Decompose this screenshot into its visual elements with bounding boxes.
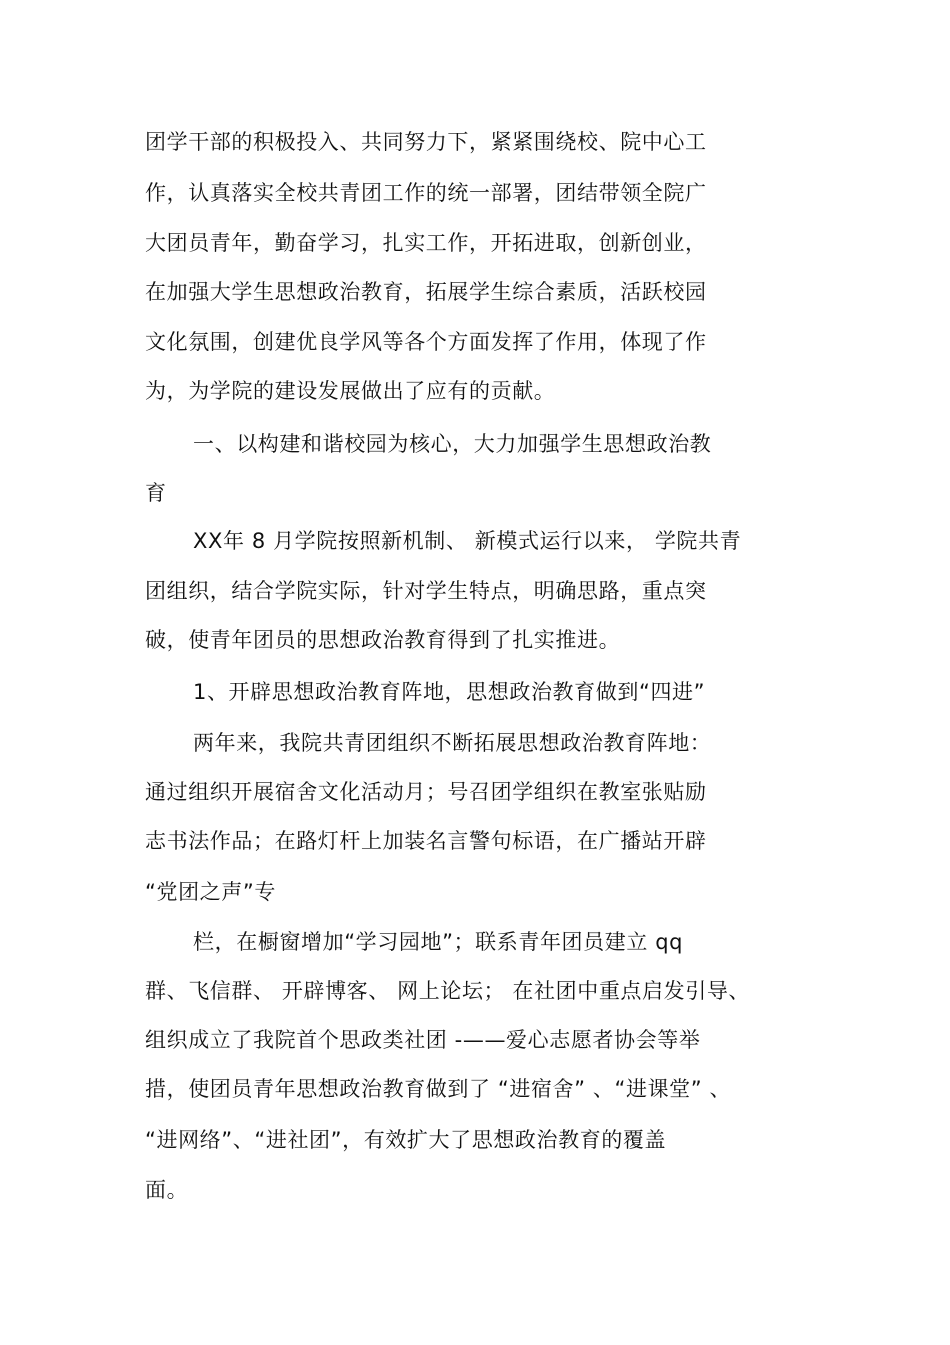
text-line: 群、飞信群、 开辟博客、 网上论坛； 在社团中重点启发引导、: [145, 979, 751, 1003]
text-line: “进网络”、“进社团”，有效扩大了思想政治教育的覆盖: [145, 1128, 667, 1152]
text-line: 栏，在橱窗增加“学习园地”；联系青年团员建立 qq: [193, 930, 684, 954]
section-heading-continued: 育: [145, 481, 167, 505]
text-line: 面。: [145, 1178, 189, 1202]
text-line: 大团员青年，勤奋学习，扎实工作，开拓进取，创新创业，: [145, 231, 707, 255]
text-line: 志书法作品；在路灯杆上加装名言警句标语，在广播站开辟: [145, 829, 707, 853]
text-line: 团学干部的积极投入、共同努力下，紧紧围绕校、院中心工: [145, 130, 707, 154]
text-line: 措，使团员青年思想政治教育做到了 “进宿舍” 、“进课堂” 、: [145, 1077, 732, 1101]
text-line: XX年 8 月学院按照新机制、 新模式运行以来， 学院共青: [193, 529, 742, 553]
text-line: 在加强大学生思想政治教育，拓展学生综合素质，活跃校园: [145, 280, 707, 304]
text-line: 通过组织开展宿舍文化活动月；号召团学组织在教室张贴励: [145, 780, 707, 804]
text-line: 组织成立了我院首个思政类社团 -——爱心志愿者协会等举: [145, 1028, 701, 1052]
subsection-heading: 1、开辟思想政治教育阵地，思想政治教育做到“四进”: [193, 680, 706, 704]
text-line: 作，认真落实全校共青团工作的统一部署，团结带领全院广: [145, 181, 707, 205]
section-heading: 一、以构建和谐校园为核心，大力加强学生思想政治教: [193, 432, 712, 456]
text-line: 团组织，结合学院实际，针对学生特点，明确思路，重点突: [145, 579, 707, 603]
text-line: “党团之声”专: [145, 880, 276, 904]
text-line: 两年来，我院共青团组织不断拓展思想政治教育阵地：: [193, 731, 712, 755]
text-line: 破，使青年团员的思想政治教育得到了扎实推进。: [145, 628, 621, 652]
text-line: 文化氛围，创建优良学风等各个方面发挥了作用，体现了作: [145, 330, 707, 354]
text-line: 为，为学院的建设发展做出了应有的贡献。: [145, 379, 556, 403]
